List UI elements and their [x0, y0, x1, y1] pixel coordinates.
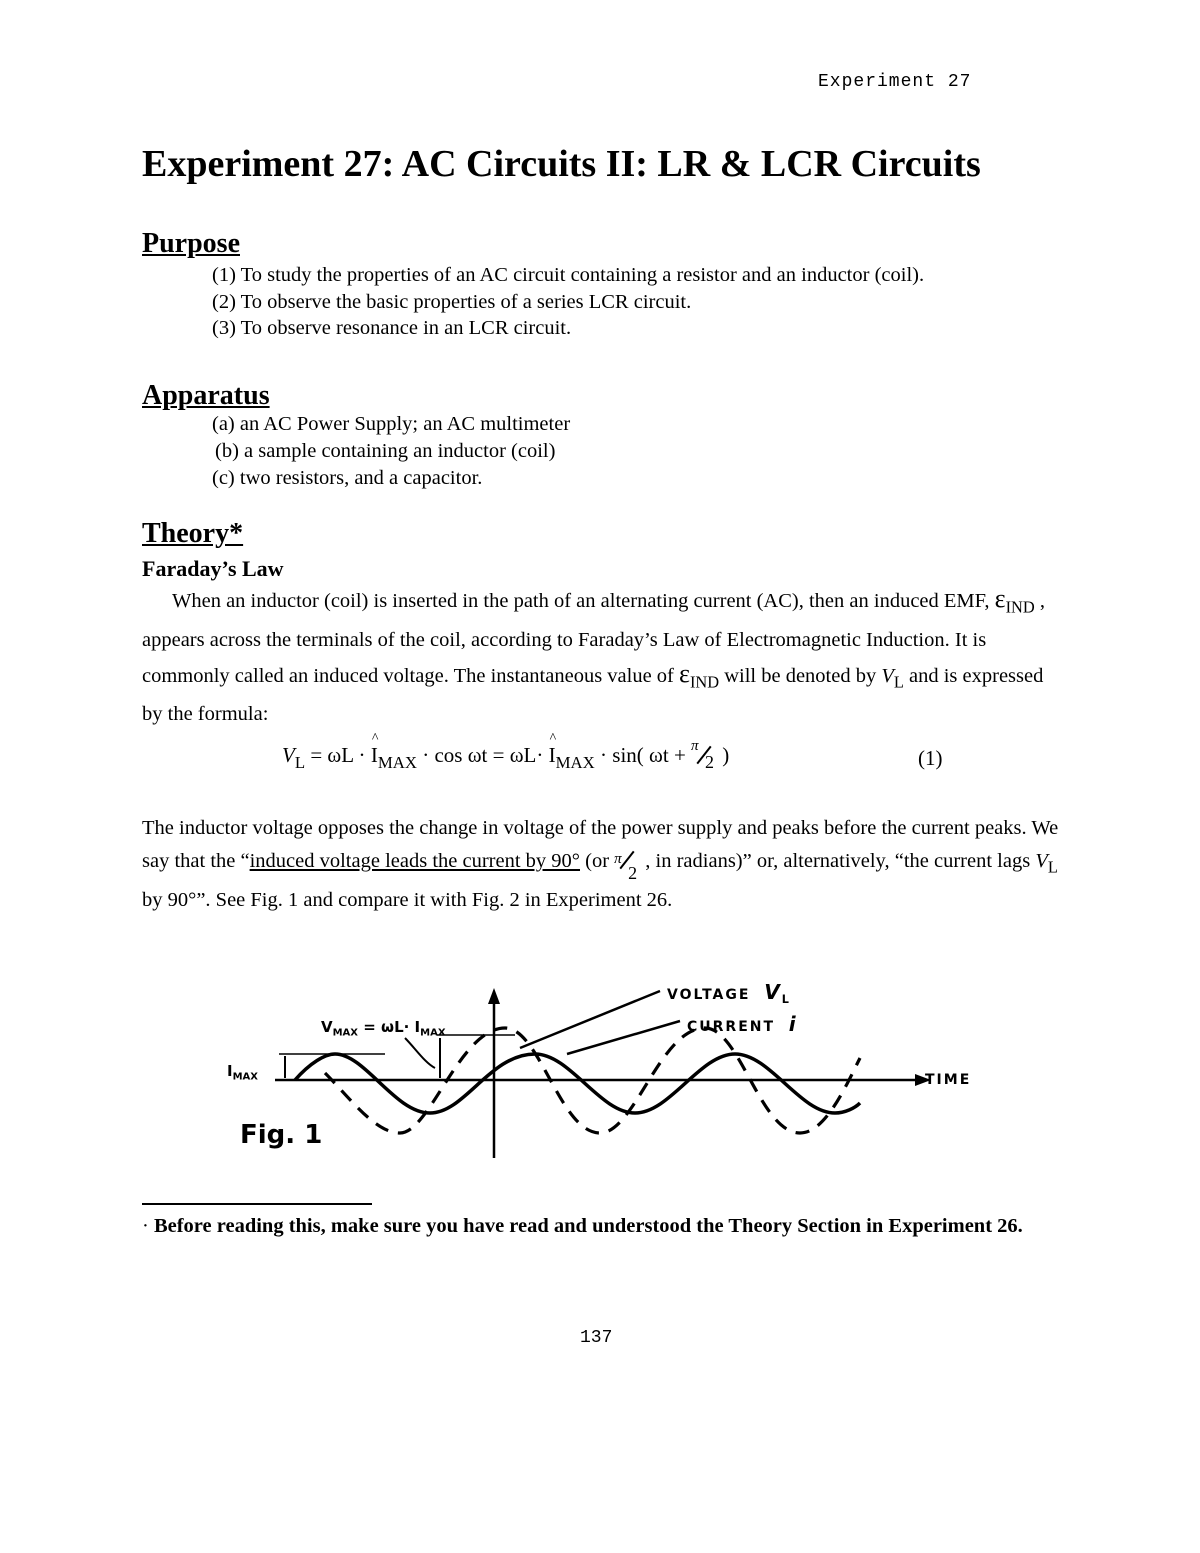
- current-pointer: [567, 1021, 680, 1054]
- pi-over-2-fraction: π 2: [614, 851, 638, 883]
- vmax-pointer: [405, 1038, 435, 1068]
- equation-1: $V_L = \omega L$ · ^ $I_{MAX} \cdot \cos \omega t = \omega L\cdot$ ^ $I_{MAX} \cdot \sin$( ωt + π 2 ): [282, 742, 729, 773]
- apparatus-heading: Apparatus: [142, 380, 270, 411]
- time-label: TIME: [925, 1072, 972, 1088]
- theory-paragraph-1: When an inductor (coil) is inserted in the path of an alternating current (AC), then an induced EMF, $\varepsilon_{IND}$ , appears across the terminals of the coil, according to Faraday’s Law of Electromagnetic Induction. It is commonly called an induced voltage. The instantaneous value of $\varepsilon_{IND}$ will be denoted by $V_L$ and is expressed by the formula:: [142, 584, 1045, 726]
- current-curve: [295, 1054, 860, 1113]
- apparatus-item-a: (a) an AC Power Supply; an AC multimeter: [212, 413, 571, 435]
- figure-label: Fig. 1: [240, 1120, 323, 1150]
- pi-over-2-fraction: π 2: [691, 738, 715, 772]
- equation-number: (1): [918, 746, 943, 770]
- apparatus-item-b: (b) a sample containing an inductor (coil): [215, 440, 556, 462]
- purpose-item-3: (3) To observe resonance in an LCR circuit.: [212, 317, 572, 339]
- footnote: · Before reading this, make sure you have read and understood the Theory Section in Experiment 26.: [142, 1215, 1023, 1237]
- theory-heading: Theory*: [142, 518, 244, 549]
- current-label: CURRENT i: [687, 1012, 798, 1036]
- imax-label: $I_{MAX}$: [227, 1062, 258, 1083]
- voltage-pointer: [520, 991, 660, 1048]
- voltage-label: VOLTAGE $V_L$: [667, 980, 791, 1006]
- emf-symbol: ε: [679, 658, 690, 688]
- faradays-law-heading: Faraday’s Law: [142, 556, 284, 581]
- vertical-axis-arrowhead: [488, 988, 500, 1004]
- purpose-heading: Purpose: [142, 228, 240, 259]
- apparatus-item-c: (c) two resistors, and a capacitor.: [212, 467, 483, 489]
- theory-paragraph-2: The inductor voltage opposes the change in voltage of the power supply and peaks before the current peaks. We say that the “induced voltage leads the current by 90° (or π 2 , in radians)” or, alternatively, “the current lags $V_L$ by 90°”. See Fig. 1 and compare it with Fig. 2 in Experiment 26.: [142, 817, 1059, 911]
- running-head: Experiment 27: [818, 72, 972, 92]
- purpose-item-1: (1) To study the properties of an AC circuit containing a resistor and an inductor (coil).: [212, 264, 925, 286]
- waveform-diagram: [215, 968, 995, 1168]
- page-title: Experiment 27: AC Circuits II: LR & LCR Circuits: [142, 143, 981, 185]
- underlined-phrase: induced voltage leads the current by 90°: [249, 850, 580, 872]
- vmax-label: $V_{MAX} = \omega L\cdot I_{MAX}$: [321, 1018, 446, 1039]
- emf-symbol: ε: [994, 584, 1006, 613]
- page-number: 137: [580, 1328, 613, 1348]
- footnote-rule: [142, 1203, 372, 1205]
- vl-symbol: V: [881, 664, 894, 687]
- figure-1: [215, 968, 995, 1173]
- purpose-item-2: (2) To observe the basic properties of a series LCR circuit.: [212, 291, 692, 313]
